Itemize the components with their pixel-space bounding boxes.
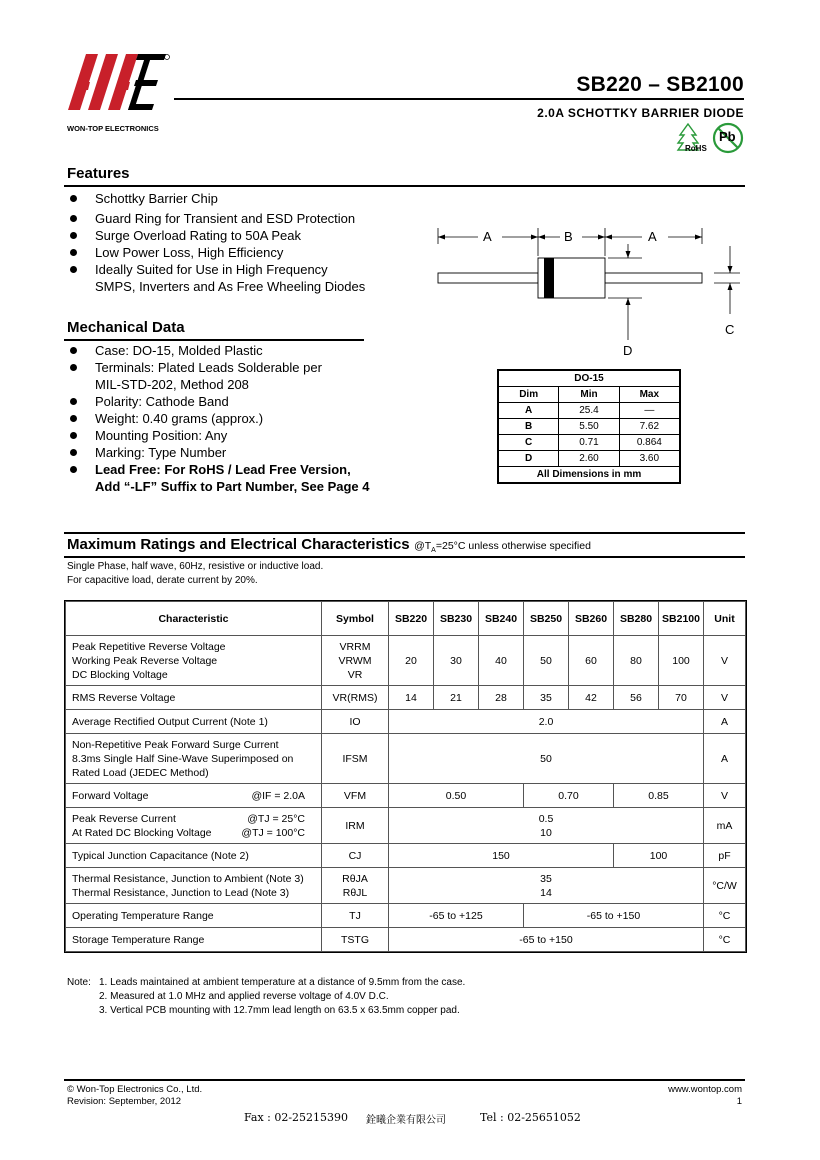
page-title: SB220 – SB2100 — [576, 73, 744, 96]
table-row: Non-Repetitive Peak Forward Surge Current 8.3ms Single Half Sine-Wave Superimposed on Rated Load (JEDEC Method) IFSM 50 A — [66, 734, 746, 784]
list-item: Case: DO-15, Molded Plastic — [67, 342, 427, 359]
table-row: Average Rectified Output Current (Note 1) IO 2.0 A — [66, 710, 746, 734]
ratings-table — [64, 600, 747, 953]
features-title: Features — [67, 165, 130, 182]
footer-rule — [64, 1079, 745, 1081]
table-row: Peak Repetitive Reverse Voltage Working Peak Reverse Voltage DC Blocking Voltage VRRM VRWM VR 20 30 40 50 60 80 100 V — [66, 636, 746, 686]
list-item: Schottky Barrier Chip — [67, 190, 427, 207]
table-row: RMS Reverse Voltage VR(RMS) 14 21 28 35 42 56 70 V — [66, 686, 746, 710]
note-item: 3. Vertical PCB mounting with 12.7mm lead length on 63.5 x 63.5mm copper pad. — [99, 1005, 460, 1016]
lead-free-icon: Pb — [712, 122, 744, 154]
features-list — [67, 190, 427, 295]
table-row: Typical Junction Capacitance (Note 2) CJ 150 100 pF — [66, 844, 746, 868]
dim-table-header: Max — [619, 387, 679, 403]
list-item: Marking: Type Number — [67, 444, 427, 461]
list-item: Ideally Suited for Use in High Frequency — [67, 261, 427, 278]
dim-table-footer: All Dimensions in mm — [499, 467, 680, 483]
table-row: A 25.4 — — [499, 403, 680, 419]
company-logo — [66, 52, 170, 127]
features-rule — [64, 185, 745, 187]
list-item: Low Power Loss, High Efficiency — [67, 244, 427, 261]
header-rule — [174, 98, 744, 100]
footer-tel: Tel : 02-25651052 — [480, 1111, 581, 1124]
table-row: Forward Voltage @IF = 2.0A VFM 0.50 0.70 0.85 V — [66, 784, 746, 808]
ratings-condition: $@T_A=25^\circ C$ unless otherwise specified — [414, 540, 591, 555]
ratings-note-line: Single Phase, half wave, 60Hz, resistive or inductive load. — [67, 561, 324, 572]
mechanical-rule — [64, 339, 364, 341]
list-item: Mounting Position: Any — [67, 427, 427, 444]
list-item: SMPS, Inverters and As Free Wheeling Diodes — [95, 279, 366, 294]
dim-label-c: C — [725, 322, 735, 337]
table-header-row: Characteristic Symbol SB220 SB230 SB240 SB250 SB260 SB280 SB2100 Unit — [66, 602, 746, 636]
mechanical-list — [67, 342, 427, 495]
page-subtitle: 2.0A SCHOTTKY BARRIER DIODE — [537, 106, 744, 120]
table-row: Thermal Resistance, Junction to Ambient (Note 3) Thermal Resistance, Junction to Lead (Note 3) RθJA RθJL 35 14 °C/W — [66, 868, 746, 904]
footer-website: www.wontop.com — [668, 1084, 742, 1095]
ratings-note-line: For capacitive load, derate current by 20%. — [67, 575, 258, 586]
ratings-bottom-rule — [64, 556, 745, 558]
list-item: Polarity: Cathode Band — [67, 393, 427, 410]
footer-copyright: © Won-Top Electronics Co., Ltd. — [67, 1084, 203, 1095]
mechanical-title: Mechanical Data — [67, 319, 185, 336]
table-row: D 2.60 3.60 — [499, 451, 680, 467]
dim-label-a: A — [648, 229, 657, 244]
table-row: Storage Temperature Range TSTG -65 to +150 °C — [66, 928, 746, 952]
ratings-heading — [67, 536, 591, 554]
footer-page-number: 1 — [736, 1096, 742, 1107]
rohs-icon: RoHS — [676, 123, 710, 155]
list-item: Weight: 0.40 grams (approx.) — [67, 410, 427, 427]
footer-fax: Fax : 02-25215390 — [244, 1111, 349, 1124]
list-item: Surge Overload Rating to 50A Peak — [67, 227, 427, 244]
dimension-table — [497, 369, 681, 484]
footer-revision: Revision: September, 2012 — [67, 1096, 182, 1107]
table-row: Operating Temperature Range TJ -65 to +125 -65 to +150 °C — [66, 904, 746, 928]
list-item: Guard Ring for Transient and ESD Protection — [67, 210, 427, 227]
company-name: WON-TOP ELECTRONICS — [67, 124, 159, 133]
dim-table-header: Min — [559, 387, 619, 403]
notes-label: Note: — [67, 977, 91, 988]
list-item: MIL-STD-202, Method 208 — [95, 377, 249, 392]
dim-label-b: B — [564, 229, 573, 244]
list-item: Lead Free: For RoHS / Lead Free Version, — [67, 461, 427, 478]
dim-label-a: A — [483, 229, 492, 244]
ratings-title: Maximum Ratings and Electrical Characteristics — [67, 536, 410, 553]
list-item: Add “-LF” Suffix to Part Number, See Page 4 — [95, 479, 370, 494]
footer-company-cn: 銓曦企業有限公司 — [366, 1115, 446, 1126]
dim-label-d: D — [623, 343, 633, 358]
table-row: C 0.71 0.864 — [499, 435, 680, 451]
ratings-top-rule — [64, 532, 745, 534]
table-row: Peak Reverse Current @TJ = 25°C At Rated DC Blocking Voltage @TJ = 100°C IRM 0.5 10 mA — [66, 808, 746, 844]
note-item: 2. Measured at 1.0 MHz and applied reverse voltage of 4.0V D.C. — [99, 991, 389, 1002]
note-item: 1. Leads maintained at ambient temperature at a distance of 9.5mm from the case. — [99, 977, 466, 988]
table-row: B 5.50 7.62 — [499, 419, 680, 435]
dim-table-header: Dim — [499, 387, 559, 403]
dim-table-title: DO-15 — [499, 371, 680, 387]
list-item: Terminals: Plated Leads Solderable per — [67, 359, 427, 376]
package-outline-diagram — [430, 222, 750, 362]
